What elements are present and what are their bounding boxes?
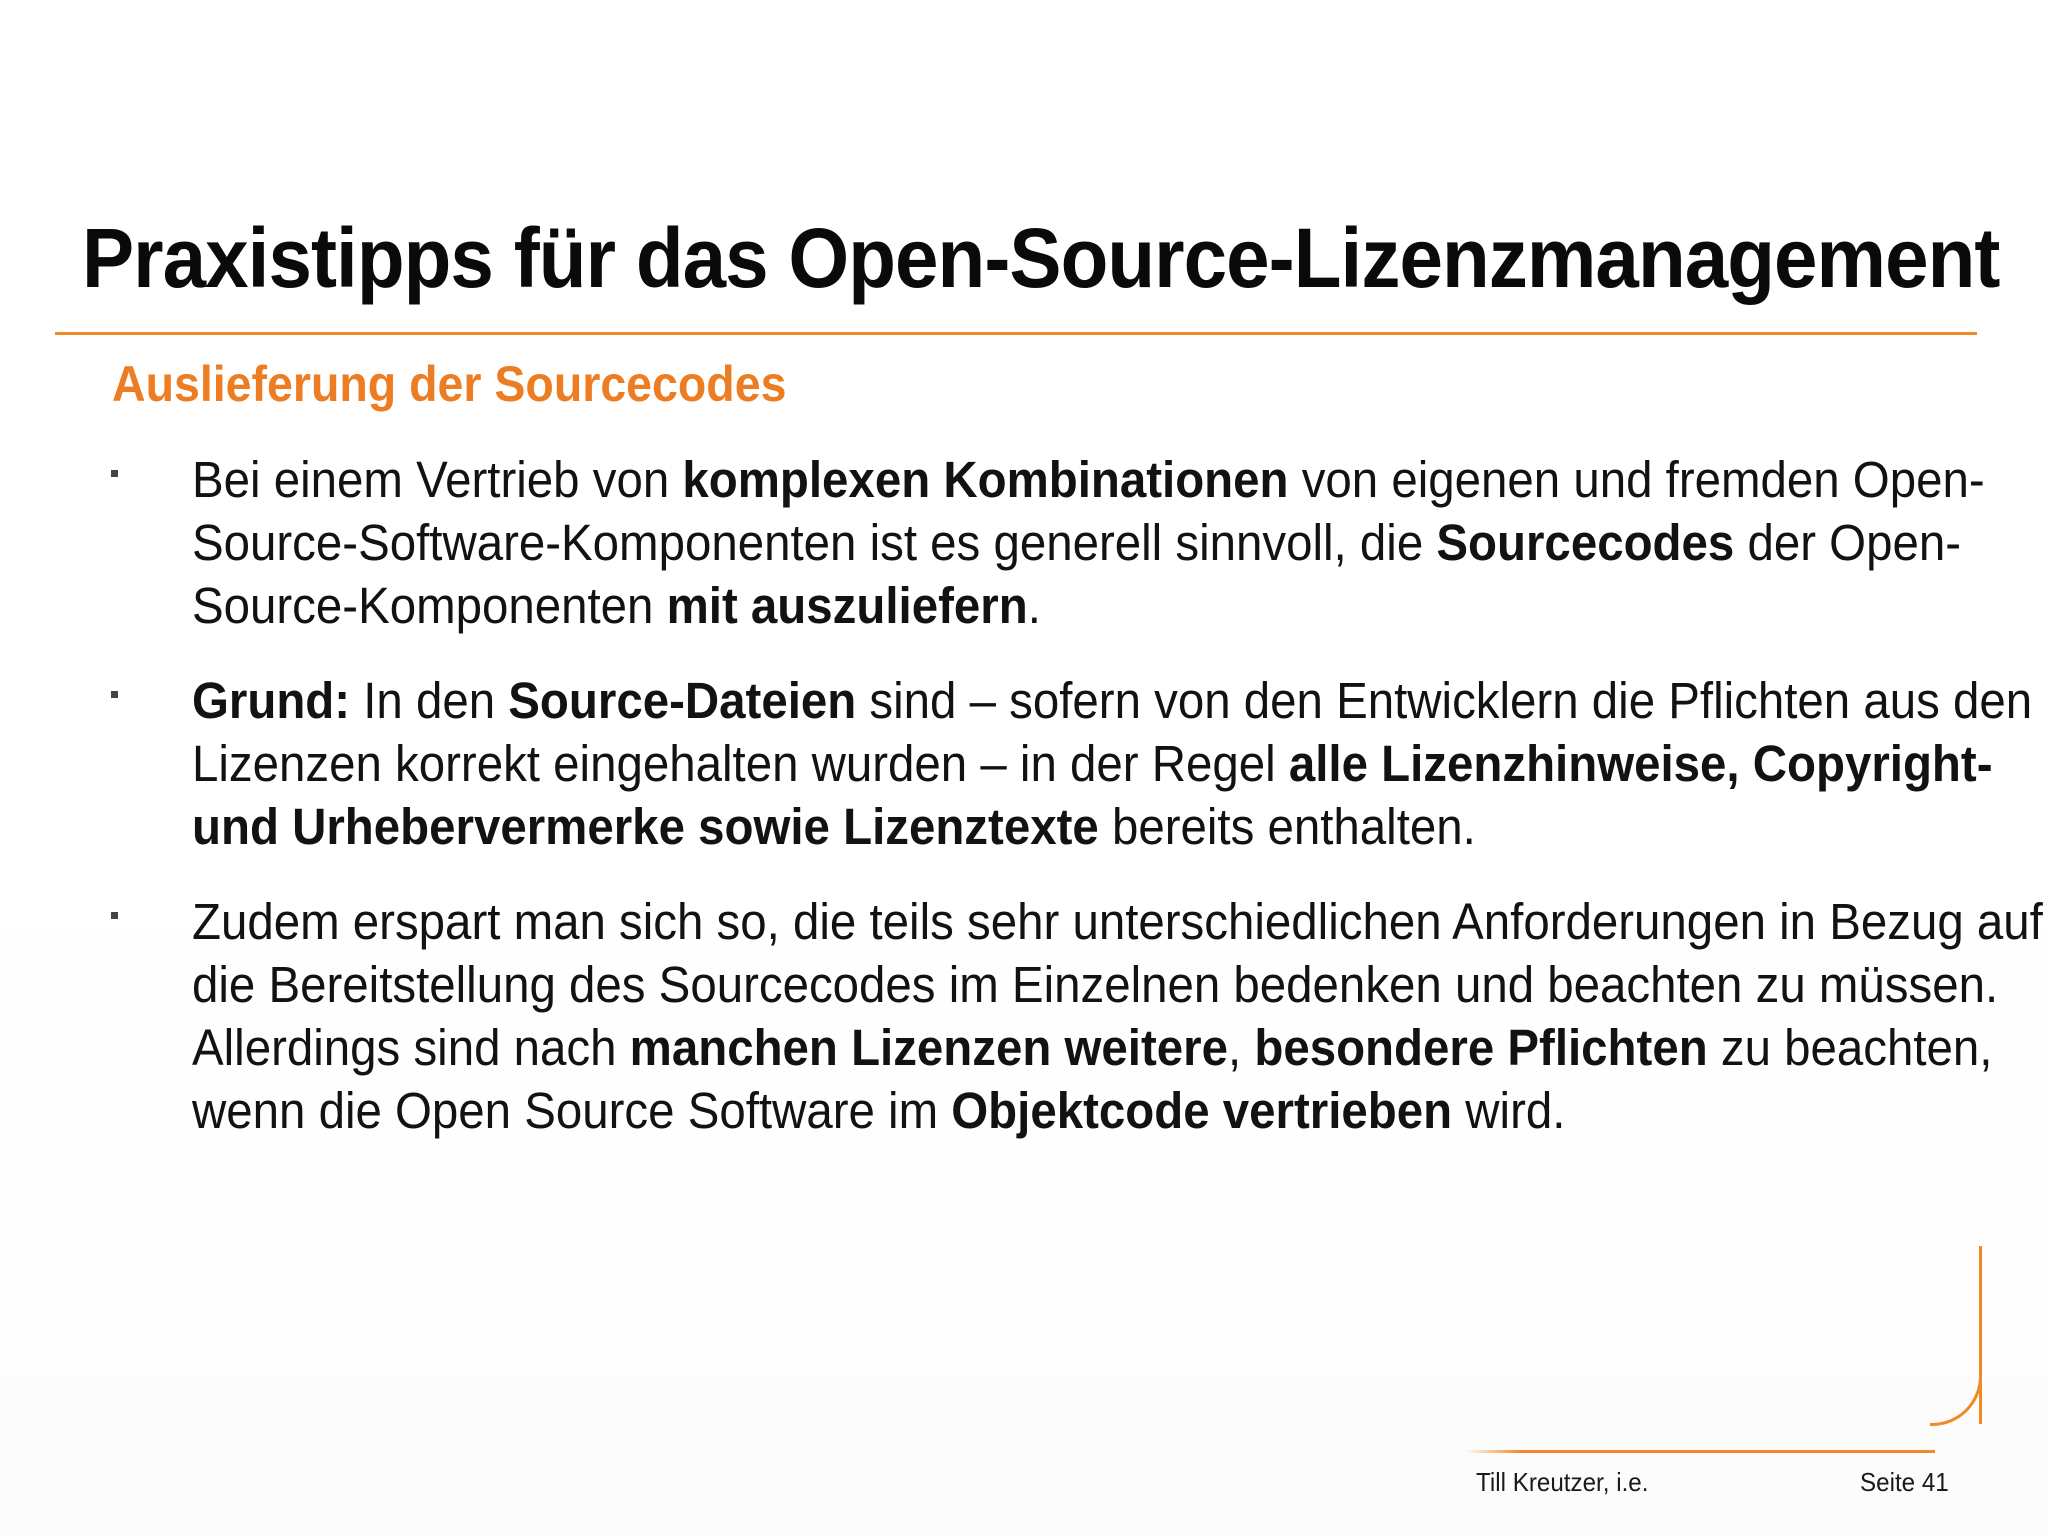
footer-author: Till Kreutzer, i.e. bbox=[1476, 1467, 1649, 1497]
bullet-list bbox=[108, 448, 2043, 1174]
bullet-emphasis: Grund: bbox=[192, 672, 351, 729]
slide-title: Praxistipps für das Open-Source-Lizenzmanagement bbox=[82, 211, 2000, 305]
bullet-segment: zu beachten, wenn die Open Source Software im bbox=[192, 1019, 1993, 1139]
bullet-emphasis: Source-Dateien bbox=[508, 672, 857, 729]
bullet-segment: . bbox=[1027, 577, 1041, 634]
bullet-segment: wird. bbox=[1452, 1082, 1566, 1139]
bullet-emphasis: manchen Lizenzen weitere bbox=[629, 1019, 1228, 1076]
footer-page-number: Seite 41 bbox=[1860, 1467, 1949, 1497]
bullet-text bbox=[192, 448, 2048, 637]
frame-right-line bbox=[1979, 1246, 1982, 1424]
bullet-text bbox=[192, 669, 2048, 858]
bullet-item bbox=[108, 890, 2043, 1142]
section-subtitle: Auslieferung der Sourcecodes bbox=[112, 356, 787, 412]
frame-bottom-line bbox=[1465, 1450, 1935, 1453]
frame-corner-curve bbox=[1930, 1374, 1982, 1426]
bullet-segment: sind – sofern von den Entwicklern die Pflichten aus den Lizenzen korrekt eingehalten wurden – in der Regel bbox=[192, 672, 2033, 792]
bullet-item bbox=[108, 669, 2033, 858]
bullet-marker-icon bbox=[111, 912, 118, 919]
bullet-emphasis: Objektcode vertrieben bbox=[951, 1082, 1453, 1139]
bullet-item bbox=[108, 448, 1985, 637]
bullet-marker-icon bbox=[111, 691, 118, 698]
bullet-segment: der Open-Source-Komponenten bbox=[192, 514, 1962, 634]
bullet-emphasis: besondere Pflichten bbox=[1254, 1019, 1708, 1076]
title-divider bbox=[55, 332, 1977, 335]
bullet-text bbox=[192, 890, 2048, 1142]
bullet-segment: Zudem erspart man sich so, die teils sehr unterschiedlichen Anforderungen in Bezug auf die Bereitstellung des Sourcecodes im Einzelnen bedenken und beachten zu müssen. Allerdings sind nach bbox=[192, 893, 2043, 1076]
bullet-segment: Bei einem Vertrieb von bbox=[192, 451, 683, 508]
bullet-emphasis: alle Lizenzhinweise, Copyright- und Urhebervermerke sowie Lizenztexte bbox=[192, 735, 1993, 855]
bullet-emphasis: mit auszuliefern bbox=[666, 577, 1028, 634]
bullet-segment: In den bbox=[350, 672, 509, 729]
bullet-segment: von eigenen und fremden Open-Source-Software-Komponenten ist es generell sinnvoll, die bbox=[192, 451, 1985, 571]
bullet-emphasis: komplexen Kombinationen bbox=[682, 451, 1289, 508]
bullet-segment: , bbox=[1227, 1019, 1255, 1076]
bullet-emphasis: Sourcecodes bbox=[1436, 514, 1735, 571]
bullet-marker-icon bbox=[111, 470, 118, 477]
bullet-segment: bereits enthalten. bbox=[1098, 798, 1476, 855]
